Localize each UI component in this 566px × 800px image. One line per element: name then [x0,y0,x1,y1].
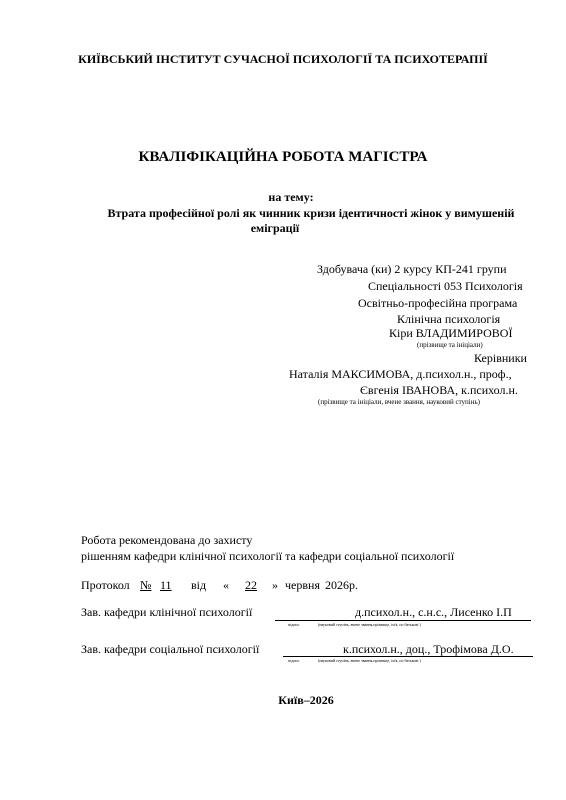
protocol-number: 11 [160,578,172,592]
protocol-from: від [191,578,207,592]
author-name: Кіри ВЛАДИМИРОВОЇ [389,326,513,340]
author-specialty-line: Спеціальності 053 Психологія [368,279,523,293]
head-social-sign-hint: підпис [288,658,300,663]
head-clinical-signature-line [275,620,531,621]
topic-line-2: еміграції [250,221,300,235]
author-course-line: Здобувача (ки) 2 курсу КП-241 групи [317,262,507,276]
protocol-day: 22 [245,578,257,592]
protocol-label: Протокол [81,578,130,592]
topic-line-1: Втрата професійної ролі як чинник кризи ідентичності жінок у вимушеній [107,206,515,220]
institute-name: КИЇВСЬКИЙ ІНСТИТУТ СУЧАСНОЇ ПСИХОЛОГІЇ ТА ПСИХОТЕРАПІЇ [78,52,488,66]
protocol-number-sign: № [140,578,152,592]
head-social-info-hint: (науковий ступінь, вчене звання,прізвище, ім'я, по батькові ) [318,658,421,663]
supervisors-hint: (прізвище та ініціали, вчене звання, науковий ступінь) [318,398,481,406]
footer-city-year: Київ–2026 [278,693,334,707]
document-title: КВАЛІФІКАЦІЙНА РОБОТА МАГІСТРА [138,149,428,165]
head-clinical-value: д.психол.н., с.н.с., Лисенко І.П [355,605,512,619]
head-social-value: к.психол.н., доц., Трофімова Д.О. [343,642,514,656]
supervisor-2: Євгенія ІВАНОВА, к.психол.н. [360,383,518,397]
author-program-name: Клінічна психологія [397,312,501,326]
protocol-year: 2026р. [325,578,358,592]
head-clinical-label: Зав. кафедри клінічної психології [81,605,253,619]
recommendation-line-2: рішенням кафедри клінічної психології та кафедри соціальної психології [81,549,455,563]
topic-label: на тему: [268,190,314,204]
supervisor-1: Наталія МАКСИМОВА, д.психол.н., проф., [289,367,512,381]
author-program-line: Освітньо-професійна програма [358,296,518,310]
protocol-month: червня [285,578,320,592]
protocol-quote-open: « [223,578,229,592]
head-clinical-sign-hint: підпис [288,622,300,627]
recommendation-line-1: Робота рекомендована до захисту [81,533,253,547]
supervisors-label: Керівники [474,351,527,365]
head-clinical-info-hint: (науковий ступінь, вчене звання,прізвище, ім'я, по батькові ) [318,622,421,627]
protocol-quote-close: » [272,578,278,592]
author-name-hint: (прізвище та ініціали) [417,341,483,349]
head-social-label: Зав. кафедри соціальної психології [81,642,260,656]
